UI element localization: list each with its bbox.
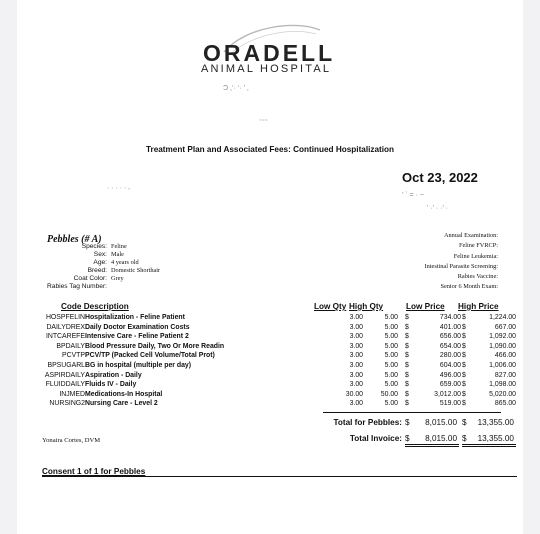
header-low-price: Low Price	[406, 302, 445, 311]
row-code: INJMED	[59, 390, 85, 398]
row-high-qty: 5.00	[384, 371, 398, 379]
row-low-price: 519.00	[439, 400, 461, 408]
currency-symbol: $	[462, 434, 467, 443]
row-code: BPSUGARL	[47, 362, 85, 369]
table-row	[17, 372, 523, 382]
row-low-price: 654.00	[439, 342, 461, 350]
row-high-currency: $	[462, 400, 466, 408]
row-low-qty: 30.00	[345, 390, 363, 398]
row-low-currency: $	[405, 323, 409, 331]
total-invoice-low: 8,015.00	[425, 434, 457, 443]
row-high-price: 1,098.00	[489, 381, 516, 389]
address-fragment-right-2: ' ·' · ·' ·	[427, 205, 449, 212]
row-high-currency: $	[462, 381, 466, 389]
row-low-currency: $	[405, 371, 409, 379]
table-row	[17, 352, 523, 362]
row-high-qty: 5.00	[384, 314, 398, 321]
row-low-price: 734.00	[439, 314, 461, 321]
header-code-description: Code Description	[61, 302, 129, 311]
row-description: Blood Pressure Daily, Two Or More Readin	[85, 342, 225, 350]
row-code: DAILYDREX	[46, 323, 85, 331]
table-row	[17, 314, 523, 324]
row-high-currency: $	[462, 352, 466, 360]
row-code: FLUIDDAILY	[45, 381, 85, 389]
species-label: Species:	[81, 243, 107, 250]
row-description: PCV/TP (Packed Cell Volume/Total Prot)	[85, 352, 215, 360]
sex-value: Male	[111, 251, 124, 258]
row-low-price: 401.00	[439, 323, 461, 331]
rabies-tag-label: Rabies Tag Number:	[47, 283, 107, 290]
row-high-currency: $	[462, 323, 466, 331]
row-code: INTCAREFE	[45, 333, 85, 341]
address-fragment-left: ` ` ` ` ` '	[107, 188, 130, 195]
logo-subtitle: ANIMAL HOSPITAL	[201, 63, 332, 75]
exam-fvrcp: Feline FVRCP:	[458, 242, 498, 249]
row-low-price: 604.00	[439, 362, 461, 369]
breed-label: Breed:	[87, 267, 107, 274]
total-invoice-label: Total Invoice:	[349, 434, 402, 443]
coat-color-value: Grey	[111, 275, 124, 282]
row-high-price: 5,020.00	[489, 390, 516, 398]
exam-senior: Senior 6 Month Exam:	[440, 283, 498, 290]
total-low-underline	[405, 444, 459, 445]
exam-parasite: Intestinal Parasite Screening:	[424, 263, 498, 270]
row-high-price: 827.00	[494, 371, 516, 379]
row-low-qty: 3.00	[349, 314, 363, 321]
row-low-qty: 3.00	[349, 333, 363, 341]
age-label: Age:	[93, 259, 107, 266]
exam-leukemia: Feline Leukemia:	[453, 253, 498, 260]
row-description: Aspiration - Daily	[85, 371, 142, 379]
row-low-price: 496.00	[439, 371, 461, 379]
row-high-qty: 50.00	[380, 390, 398, 398]
row-high-price: 667.00	[494, 323, 516, 331]
row-low-currency: $	[405, 390, 409, 398]
row-low-qty: 3.00	[349, 342, 363, 350]
row-low-qty: 3.00	[349, 323, 363, 331]
row-high-qty: 5.00	[384, 323, 398, 331]
row-low-qty: 3.00	[349, 400, 363, 408]
table-row	[17, 324, 523, 334]
row-low-currency: $	[405, 362, 409, 369]
table-row	[17, 343, 523, 353]
row-description: Medications-In Hospital	[85, 390, 163, 398]
row-high-qty: 5.00	[384, 381, 398, 389]
total-pebbles-label: Total for Pebbles:	[333, 418, 402, 427]
row-low-price: 659.00	[439, 381, 461, 389]
table-row	[17, 381, 523, 391]
row-high-qty: 5.00	[384, 362, 398, 369]
row-code: HOSPFELIN	[45, 314, 85, 321]
row-high-price: 865.00	[494, 400, 516, 408]
row-high-currency: $	[462, 333, 466, 341]
row-high-currency: $	[462, 342, 466, 350]
row-description: Intensive Care - Feline Patient 2	[85, 333, 189, 341]
document-title: Treatment Plan and Associated Fees: Continued Hospitalization	[145, 145, 395, 154]
row-high-qty: 5.00	[384, 352, 398, 360]
header-low-qty: Low Qty	[314, 302, 347, 311]
row-high-price: 1,092.00	[489, 333, 516, 341]
row-high-price: 1,006.00	[489, 362, 516, 369]
logo-title: ORADELL	[203, 40, 336, 66]
veterinarian-name: Yonaira Cortes, DVM	[42, 437, 101, 444]
consent-heading: Consent 1 of 1 for Pebbles	[42, 467, 146, 476]
row-low-qty: 3.00	[349, 362, 363, 369]
row-description: Daily Doctor Examination Costs	[85, 323, 190, 331]
row-low-price: 656.00	[439, 333, 461, 341]
row-low-currency: $	[405, 400, 409, 408]
table-row	[17, 333, 523, 343]
header-high-qty: High Qty	[349, 302, 384, 311]
total-pebbles-low: 8,015.00	[425, 418, 457, 427]
age-value: 4 years old	[111, 259, 139, 266]
row-high-qty: 5.00	[384, 400, 398, 408]
row-high-currency: $	[462, 314, 466, 321]
breed-value: Domestic Shorthair	[111, 267, 161, 274]
row-description: BG in hospital (multiple per day)	[85, 362, 192, 369]
subtotal-rule	[323, 412, 501, 413]
table-row	[17, 400, 523, 410]
total-pebbles-high: 13,355.00	[477, 418, 514, 427]
row-code: NURSING2	[49, 400, 85, 408]
total-high-underline-2	[462, 446, 516, 447]
currency-symbol: $	[405, 434, 410, 443]
exam-annual: Annual Examination:	[443, 232, 498, 239]
species-value: Feline	[111, 243, 127, 250]
row-low-currency: $	[405, 314, 409, 321]
row-code: ASPIRDAILY	[44, 371, 85, 379]
row-code: BPDAILY	[56, 342, 85, 350]
total-low-underline-2	[405, 446, 459, 447]
row-description: Nursing Care - Level 2	[85, 400, 158, 408]
row-low-currency: $	[405, 342, 409, 350]
row-low-currency: $	[405, 333, 409, 341]
address-fragment-right: ’ ` = · ~	[402, 192, 424, 199]
header-high-price: High Price	[458, 302, 499, 311]
total-invoice-high: 13,355.00	[477, 434, 514, 443]
row-high-currency: $	[462, 371, 466, 379]
row-high-price: 1,224.00	[489, 314, 516, 321]
row-code: PCVTP	[62, 352, 85, 360]
logo-tagline-fragment: Ɔ ,‘· ‘· ’ ,	[223, 85, 249, 92]
document-date: Oct 23, 2022	[402, 170, 478, 185]
row-low-qty: 3.00	[349, 371, 363, 379]
row-high-currency: $	[462, 362, 466, 369]
row-high-price: 1,090.00	[489, 342, 516, 350]
row-high-qty: 5.00	[384, 333, 398, 341]
currency-symbol: $	[405, 418, 410, 427]
row-description: Hospitalization - Feline Patient	[85, 314, 185, 321]
sex-label: Sex:	[93, 251, 107, 258]
currency-symbol: $	[462, 418, 467, 427]
row-high-qty: 5.00	[384, 342, 398, 350]
document-page	[17, 0, 523, 534]
total-high-underline	[462, 444, 516, 445]
row-low-qty: 3.00	[349, 352, 363, 360]
row-low-currency: $	[405, 352, 409, 360]
row-high-price: 466.00	[494, 352, 516, 360]
patient-name: Pebbles (# A)	[47, 234, 102, 245]
table-row	[17, 362, 523, 372]
consent-rule	[42, 476, 517, 477]
exam-rabies: Rabies Vaccine:	[457, 273, 498, 280]
row-low-price: 280.00	[439, 352, 461, 360]
row-description: Fluids IV - Daily	[85, 381, 137, 389]
coat-color-label: Coat Color:	[73, 275, 107, 282]
row-low-price: 3,012.00	[434, 390, 461, 398]
row-low-currency: $	[405, 381, 409, 389]
smudge-text: ~~~	[259, 118, 268, 124]
row-high-currency: $	[462, 390, 466, 398]
table-row	[17, 391, 523, 401]
row-low-qty: 3.00	[349, 381, 363, 389]
